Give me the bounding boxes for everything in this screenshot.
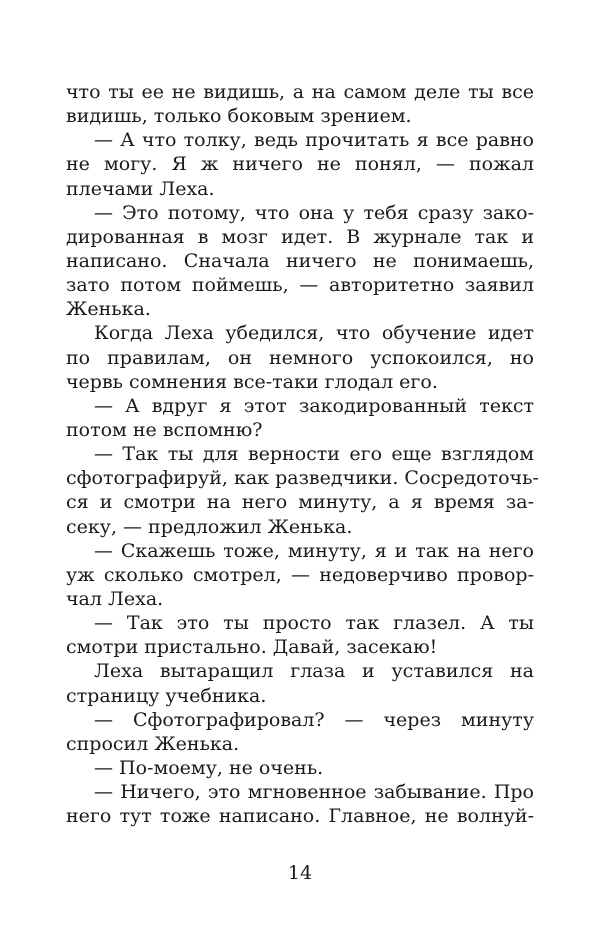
page-number: 14 — [287, 862, 313, 884]
text-line: видишь, только боковым зрением. — [66, 105, 412, 128]
text-line: зато потом поймешь, — авторитетно заявил — [66, 274, 534, 297]
text-line: Когда Леха убедился, что обучение идет — [94, 322, 534, 345]
text-line: написано. Сначала ничего не понимаешь, — [66, 249, 534, 272]
text-line: Леха вытаращил глаза и уставился на — [94, 660, 534, 683]
text-line: — Это потому, что она у тебя сразу зако- — [94, 201, 534, 224]
text-line: уж сколько смотрел, — недоверчиво провор- — [66, 563, 534, 586]
text-line: — Ничего, это мгновенное забывание. Про — [94, 781, 534, 804]
text-line: червь сомнения все-таки глодал его. — [66, 370, 438, 393]
text-line: ся и смотри на него минуту, а я время за- — [66, 491, 534, 514]
text-line: смотри пристально. Давай, засекаю! — [66, 636, 438, 659]
text-line: — Сфотографировал? — через минуту — [94, 708, 534, 731]
text-line: секу, — предложил Женька. — [66, 515, 353, 538]
text-line: сфотографируй, как разведчики. Сосредоточь- — [66, 467, 539, 490]
text-line: плечами Леха. — [66, 177, 215, 200]
text-line: — Скажешь тоже, минуту, я и так на него — [94, 539, 534, 562]
text-line: — По-моему, не очень. — [94, 756, 324, 779]
text-line: дированная в мозг идет. В журнале так и — [66, 225, 534, 248]
text-line: спросил Женька. — [66, 732, 240, 755]
text-line: Женька. — [66, 298, 151, 321]
text-line: по правилам, он немного успокоился, но — [66, 346, 534, 369]
page-text — [66, 80, 539, 828]
text-line: чал Леха. — [66, 587, 164, 610]
text-line: что ты ее не видишь, а на самом деле ты все — [66, 81, 534, 103]
text-line: — А что толку, ведь прочитать я все равно — [94, 129, 534, 152]
text-line: — А вдруг я этот закодированный текст — [94, 394, 534, 417]
text-line: страницу учебника. — [66, 684, 267, 707]
text-line: не могу. Я ж ничего не понял, — пожал — [66, 153, 534, 176]
text-line: — Так ты для верности его еще взглядом — [94, 443, 534, 466]
text-line: него тут тоже написано. Главное, не волнуй- — [66, 805, 534, 828]
text-line: — Так это ты просто так глазел. А ты — [94, 612, 534, 635]
text-line: потом не вспомню? — [66, 418, 263, 441]
